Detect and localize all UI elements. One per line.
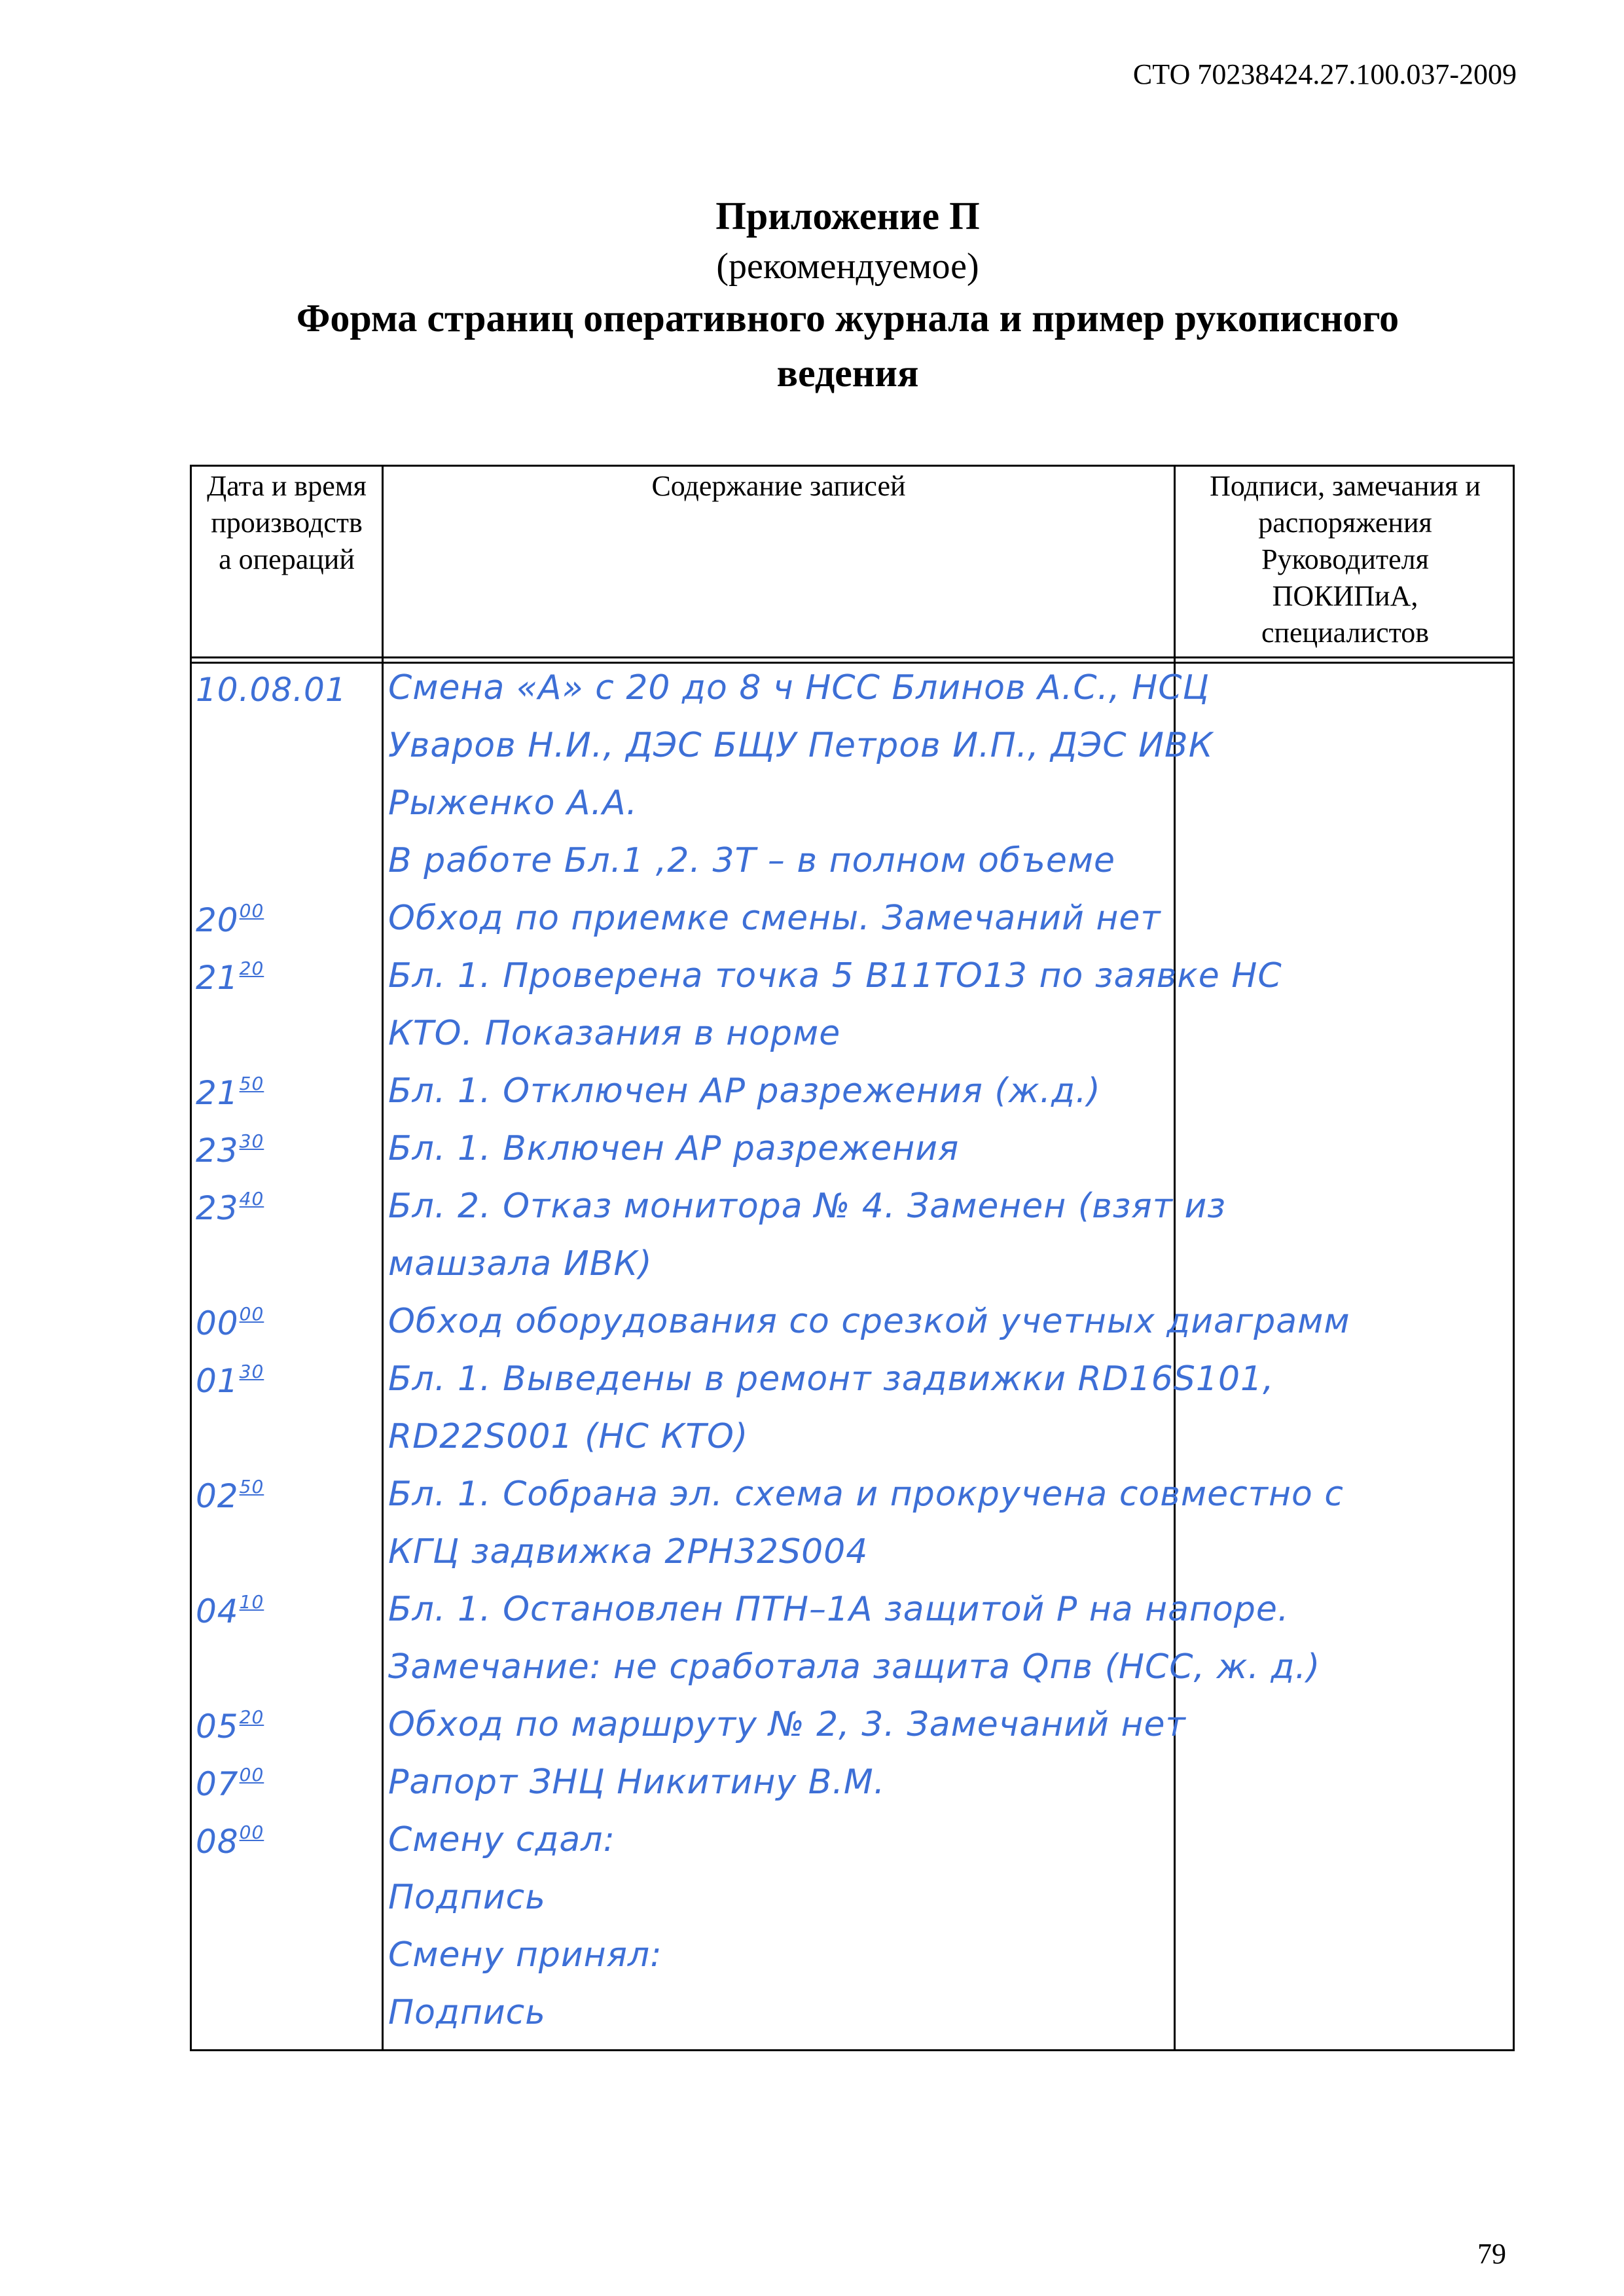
title-block: [190, 190, 1506, 401]
journal-entry-row: [192, 1354, 1513, 1412]
entry-time-hours: 04: [196, 1592, 239, 1630]
entry-time-minutes: 40: [239, 1188, 264, 1210]
entry-time-minutes: 10: [239, 1591, 264, 1613]
journal-entry-row: [192, 1412, 1513, 1469]
entry-text: Подпись: [388, 1993, 546, 2032]
entry-text: Уваров Н.И., ДЭС БЩУ Петров И.П., ДЭС ИВК: [388, 726, 1214, 765]
entry-text: Обход по маршруту № 2, 3. Замечаний нет: [388, 1705, 1186, 1744]
entry-time: [196, 1188, 264, 1227]
header-contents-line: Содержание записей: [651, 470, 906, 502]
page-number: 79: [1477, 2238, 1506, 2270]
header-datetime-line: производств: [211, 507, 363, 539]
entry-time-hours: 01: [196, 1362, 239, 1400]
header-signatures-line: Руководителя: [1261, 543, 1429, 575]
entry-time-minutes: 00: [239, 1821, 264, 1843]
entry-time-hours: 23: [196, 1189, 239, 1227]
entry-time-minutes: 30: [239, 1130, 264, 1152]
entry-time: [196, 1764, 264, 1803]
journal-entries: [192, 663, 1513, 2045]
entry-time: [196, 670, 348, 709]
header-signatures: [1176, 467, 1515, 656]
journal-entry-row: [192, 1988, 1513, 2045]
form-title-line-2: ведения: [776, 351, 919, 395]
entry-text: Бл. 1. Остановлен ПТН–1А защитой Р на напоре.: [388, 1590, 1290, 1629]
header-datetime-line: Дата и время: [207, 470, 367, 502]
entry-time-hours: 05: [196, 1708, 239, 1746]
journal-entry-row: [192, 1930, 1513, 1988]
journal-entry-row: [192, 1239, 1513, 1297]
entry-time: [196, 900, 264, 939]
journal-entry-row: [192, 1873, 1513, 1930]
entry-time-hours: 20: [196, 901, 239, 939]
entry-time-hours: 10.08.01: [196, 671, 347, 709]
journal-table: [190, 465, 1515, 2051]
entry-text: Бл. 2. Отказ монитора № 4. Заменен (взят из: [388, 1187, 1226, 1226]
journal-entry-row: [192, 1527, 1513, 1585]
header-contents: [384, 467, 1174, 656]
form-title-line-1: Форма страниц оперативного журнала и пример рукописного: [296, 296, 1399, 340]
entry-time-hours: 07: [196, 1765, 239, 1803]
journal-entry-row: [192, 1700, 1513, 1757]
entry-time-hours: 02: [196, 1477, 239, 1515]
document-code: СТО 70238424.27.100.037-2009: [1132, 58, 1517, 90]
journal-entry-row: [192, 1066, 1513, 1124]
entry-text: Рапорт ЗНЦ Никитину В.М.: [388, 1763, 886, 1802]
entry-time: [196, 1706, 264, 1746]
entry-text: Смену сдал:: [388, 1820, 615, 1859]
entry-time: [196, 1361, 264, 1400]
entry-time-hours: 23: [196, 1132, 239, 1170]
entry-text: КТО. Показания в норме: [388, 1014, 841, 1053]
journal-entry-row: [192, 1181, 1513, 1239]
entry-text: Смена «А» с 20 до 8 ч НСС Блинов А.С., НСЦ: [388, 668, 1210, 708]
entry-time: [196, 1303, 264, 1342]
entry-text: RD22S001 (НС КТО): [388, 1417, 749, 1456]
entry-time-minutes: 00: [239, 900, 264, 922]
entry-text: КГЦ задвижка 2PH32S004: [388, 1532, 869, 1571]
entry-text: Бл. 1. Собрана эл. схема и прокручена совместно с: [388, 1475, 1344, 1514]
entry-text: Бл. 1. Отключен АР разрежения (ж.д.): [388, 1071, 1101, 1111]
journal-entry-row: [192, 1757, 1513, 1815]
entry-text: В работе Бл.1 ,2. 3Т – в полном объеме: [388, 841, 1116, 880]
journal-entry-row: [192, 1642, 1513, 1700]
entry-text: Смену принял:: [388, 1935, 662, 1975]
entry-text: Бл. 1. Проверена точка 5 В11ТО13 по заявке НС: [388, 956, 1282, 996]
entry-time-minutes: 20: [239, 958, 264, 979]
entry-text: Бл. 1. Включен АР разрежения: [388, 1129, 960, 1168]
entry-text: Рыженко А.А.: [388, 783, 638, 823]
header-signatures-line: ПОКИПиА,: [1272, 580, 1418, 612]
entry-text: Обход по приемке смены. Замечаний нет: [388, 899, 1161, 938]
entry-time: [196, 958, 264, 997]
journal-entry-row: [192, 721, 1513, 778]
entry-time-hours: 21: [196, 1074, 239, 1112]
entry-time-hours: 08: [196, 1823, 239, 1861]
entry-text: машзала ИВК): [388, 1244, 653, 1283]
appendix-status: (рекомендуемое): [716, 246, 979, 287]
entry-text: Подпись: [388, 1878, 546, 1917]
journal-entry-row: [192, 1815, 1513, 1873]
entry-time: [196, 1073, 264, 1112]
journal-entry-row: [192, 1124, 1513, 1181]
appendix-title: Приложение П: [715, 194, 980, 238]
entry-time: [196, 1130, 264, 1170]
entry-text: Обход оборудования со срезкой учетных диаграмм: [388, 1302, 1350, 1341]
header-signatures-line: распоряжения: [1258, 507, 1432, 539]
journal-entry-row: [192, 836, 1513, 893]
entry-time-minutes: 20: [239, 1706, 264, 1728]
entry-text: Замечание: не сработала защита Qпв (НСС, ж. д.): [388, 1647, 1321, 1687]
journal-entry-row: [192, 778, 1513, 836]
journal-entry-row: [192, 1297, 1513, 1354]
entry-time-hours: 21: [196, 959, 239, 997]
entry-time-hours: 00: [196, 1304, 239, 1342]
header-divider: [192, 656, 1513, 658]
journal-entry-row: [192, 1585, 1513, 1642]
entry-time: [196, 1591, 264, 1630]
entry-time: [196, 1821, 264, 1861]
header-datetime-line: а операций: [219, 543, 355, 575]
header-datetime: [192, 467, 382, 656]
entry-time-minutes: 00: [239, 1764, 264, 1785]
entry-time-minutes: 30: [239, 1361, 264, 1382]
journal-entry-row: [192, 1009, 1513, 1066]
entry-text: Бл. 1. Выведены в ремонт задвижки RD16S101,: [388, 1359, 1274, 1399]
entry-time-minutes: 50: [239, 1476, 264, 1498]
header-signatures-line: Подписи, замечания и: [1210, 470, 1481, 502]
entry-time-minutes: 00: [239, 1303, 264, 1325]
journal-entry-row: [192, 951, 1513, 1009]
journal-entry-row: [192, 663, 1513, 721]
journal-entry-row: [192, 1469, 1513, 1527]
entry-time: [196, 1476, 264, 1515]
header-signatures-line: специалистов: [1261, 617, 1430, 649]
journal-entry-row: [192, 893, 1513, 951]
entry-time-minutes: 50: [239, 1073, 264, 1094]
